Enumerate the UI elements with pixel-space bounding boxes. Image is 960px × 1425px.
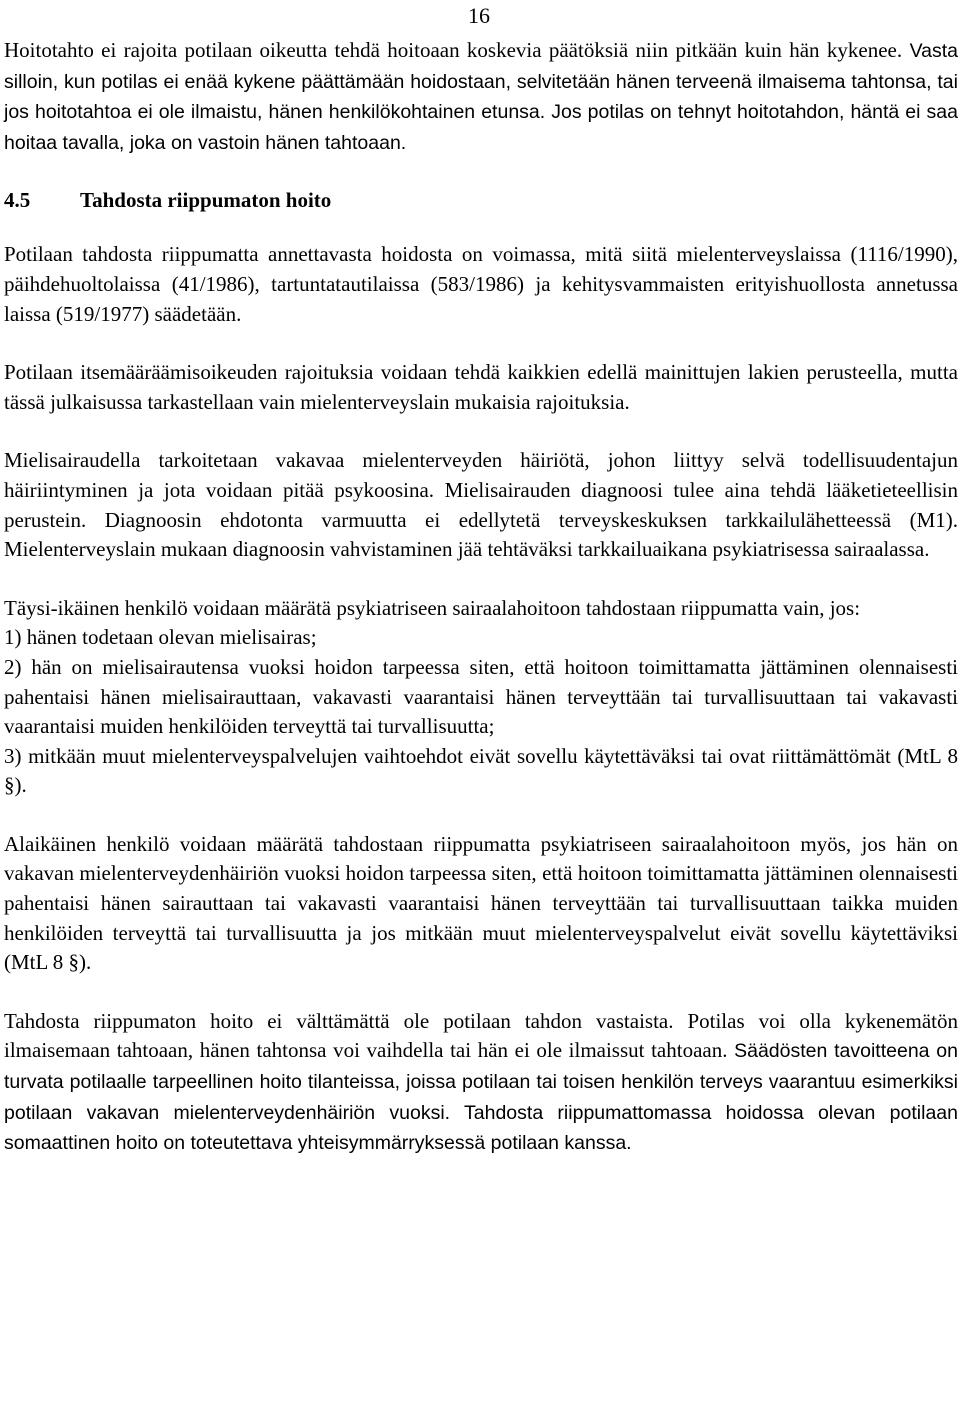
section-heading [4, 186, 958, 214]
paragraph-minor: Alaikäinen henkilö voidaan määrätä tahdostaan riippumatta psykiatriseen sairaalahoitoon myös, jos hän on vakavan mielenterveydenhäiriön vuoksi hoidon tarpeessa siten, että hoitoon toimittamatta jättäminen olennaisesti pahentaisi hänen sairauttaan tai vakavasti vaarantaisi hänen terveyttään tai turvallisuuttaan taikka muiden henkilöiden terveyttä tai turvallisuutta ja jos mitkään muut mielenterveyspalvelut eivät sovellu käytettäviksi (MtL 8 §). [4, 831, 958, 975]
criteria-item-1: 1) hänen todetaan olevan mielisairas; [4, 625, 317, 650]
paragraph-involuntary-care [4, 1007, 958, 1159]
criteria-item-3: 3) mitkään muut mielenterveyspalvelujen vaihtoehdot eivät sovellu käytettäväksi tai ovat riittämättömät (MtL 8 §). [4, 743, 958, 798]
document-body [4, 36, 958, 1159]
criteria-item-2: 2) hän on mielisairautensa vuoksi hoidon tarpeessa siten, että hoitoon toimittamatta jättäminen olennaisesti pahentaisi hänen mielisairauttaan, vakavasti vaarantaisi hänen terveyttään tai turvallisuuttaan tai vakavasti vaarantaisi muiden henkilöiden terveyttä tai turvallisuutta; [4, 654, 958, 739]
involuntary-care-text-a: Tahdosta riippumaton hoito ei välttämättä ole potilaan tahdon vastaista. Potilas voi olla kykenemätön ilmaisemaan tahtoaan, hänen tahtonsa voi vaihdella tai hän ei ole ilmaissut tahtoaan. [4, 1008, 958, 1063]
intro-paragraph [4, 36, 958, 158]
criteria-lead: Täysi-ikäinen henkilö voidaan määrätä psykiatriseen sairaalahoitoon tahdostaan riippumatta vain, jos: [4, 595, 861, 620]
paragraph-mental-illness: Mielisairaudella tarkoitetaan vakavaa mielenterveyden häiriötä, johon liittyy selvä todellisuudentajun häiriintyminen ja jota voidaan pitää psykoosina. Mielisairauden diagnoosi tulee aina tehdä lääketieteellisin perustein. Diagnoosin ehdotonta varmuutta ei edellytetä terveyskeskuksen tarkkailulähetteessä (M1). Mielenterveyslain mukaan diagnoosin vahvistaminen jää tehtäväksi tarkkailuaikana psykiatrisessa sairaalassa. [4, 448, 958, 562]
section-title: Tahdosta riippumaton hoito [80, 188, 332, 213]
criteria-adult [4, 594, 958, 801]
page-number: 16 [468, 3, 490, 28]
paragraph-restrictions: Potilaan itsemääräämisoikeuden rajoituksia voidaan tehdä kaikkien edellä mainittujen lakien perusteella, mutta tässä julkaisussa tarkastellaan vain mielenterveyslain mukaisia rajoituksia. [4, 360, 958, 414]
involuntary-care-text-c: Tahdosta riippumattomassa hoidossa olevan potilaan somaattinen hoito on toteutettava yhteisymmärryksessä potilaan kanssa. [4, 1101, 958, 1155]
intro-text-serif: Hoitotahto ei rajoita potilaan oikeutta tehdä hoitoaan koskevia päätöksiä niin pitkään kuin hän kykenee. [4, 38, 903, 62]
intro-text-sans: Vasta silloin, kun potilas ei enää kykene päättämään hoidostaan, selvitetään hänen terveenä ilmaisema tahtonsa, tai jos hoitotahtoa ei ole ilmaistu, hänen henkilökohtainen etunsa. Jos potilas on tehnyt hoitotahdon, häntä ei saa hoitaa tavalla, joka on vastoin hänen tahtoaan. [4, 40, 958, 154]
section-number: 4.5 [4, 188, 31, 213]
paragraph-legal-basis: Potilaan tahdosta riippumatta annettavasta hoidosta on voimassa, mitä siitä mielenterveyslaissa (1116/1990), päihdehuoltolaissa (41/1986), tartuntatautilaissa (583/1986) ja kehitysvammaisten erityishuollosta annetussa laissa (519/1977) säädetään. [4, 242, 958, 326]
involuntary-care-text-b: Säädösten tavoitteena on turvata potilaalle tarpeellinen hoito tilanteissa, joissa potilaan tai toisen henkilön terveys vaarantuu esimerkiksi potilaan vakavan mielenterveydenhäiriön vuoksi. [4, 1040, 958, 1124]
